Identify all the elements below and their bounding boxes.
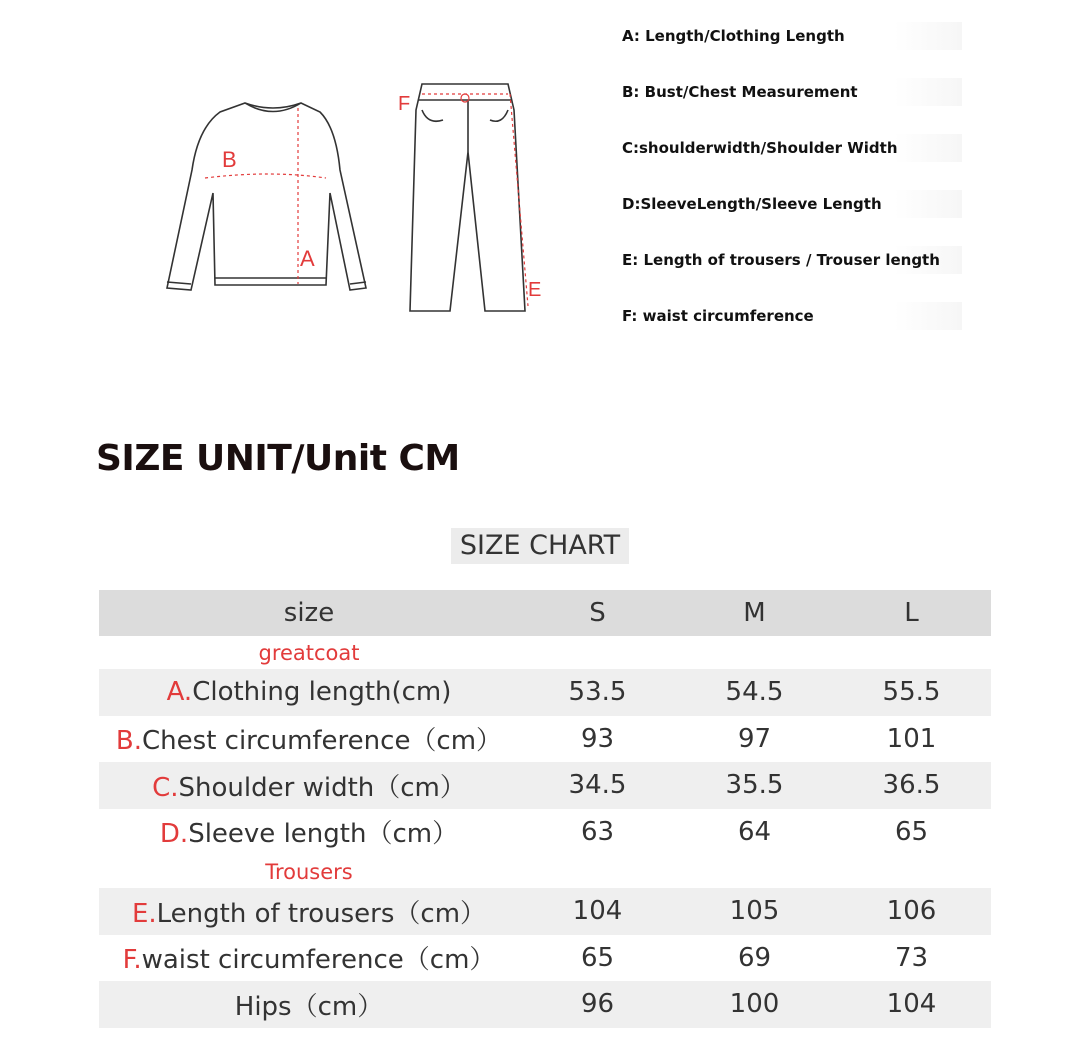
- table-header-row: [99, 590, 991, 636]
- row-label: [99, 986, 519, 1023]
- value-s: 63: [580, 816, 615, 847]
- value-m: 100: [729, 989, 780, 1020]
- size-chart-title: SIZE CHART: [451, 528, 629, 564]
- value-m: 97: [737, 723, 772, 754]
- value-l: 101: [886, 723, 937, 754]
- row-letter: F.: [122, 945, 142, 976]
- row-label: [99, 677, 519, 707]
- legend-item-b: B: Bust/Chest Measurement: [622, 78, 962, 106]
- row-label: [99, 939, 519, 976]
- table-row: [99, 809, 991, 856]
- row-label-text: Sleeve length（cm）: [188, 819, 459, 850]
- header-size-l: L: [904, 598, 919, 628]
- value-m: 69: [737, 942, 772, 973]
- row-label: [99, 813, 519, 850]
- header-size-s: S: [589, 598, 606, 628]
- row-label-text: Chest circumference（cm）: [142, 726, 503, 757]
- table-row: [99, 762, 991, 809]
- row-label-text: Shoulder width（cm）: [178, 772, 466, 803]
- value-s: 65: [580, 942, 615, 973]
- header-size-label: size: [283, 598, 335, 628]
- row-label-text: Length of trousers（cm）: [156, 898, 487, 929]
- section-row-trousers: [99, 855, 991, 888]
- value-s: 53.5: [568, 677, 627, 708]
- row-letter: E.: [131, 898, 157, 929]
- row-label-text: waist circumference（cm）: [141, 945, 496, 976]
- value-s: 96: [580, 989, 615, 1020]
- garment-diagram: [150, 70, 570, 330]
- waist-button-icon: [461, 94, 469, 102]
- trousers-icon: [410, 84, 525, 311]
- unit-title: SIZE UNIT/Unit CM: [96, 438, 460, 479]
- row-letter: D.: [159, 819, 189, 850]
- value-m: 105: [729, 896, 780, 927]
- row-label: [99, 893, 519, 930]
- legend-item-c: C:shoulderwidth/Shoulder Width: [622, 134, 962, 162]
- label-a: A: [300, 246, 315, 271]
- row-letter: C.: [152, 772, 179, 803]
- label-f: F: [398, 93, 411, 115]
- value-m: 54.5: [725, 677, 784, 708]
- label-b: B: [222, 147, 237, 172]
- row-label-text: Hips（cm）: [234, 991, 384, 1022]
- section-label: greatcoat: [258, 640, 360, 665]
- row-letter: A.: [166, 677, 193, 708]
- legend-item-e: E: Length of trousers / Trouser length: [622, 246, 962, 274]
- value-m: 64: [737, 816, 772, 847]
- legend-item-a: A: Length/Clothing Length: [622, 22, 962, 50]
- value-l: 73: [894, 942, 929, 973]
- measurement-legend: [622, 22, 962, 358]
- table-row: [99, 716, 991, 763]
- value-l: 106: [886, 896, 937, 927]
- value-s: 93: [580, 723, 615, 754]
- section-row-greatcoat: [99, 636, 991, 669]
- sweater-icon: [167, 103, 366, 290]
- legend-item-d: D:SleeveLength/Sleeve Length: [622, 190, 962, 218]
- garment-diagram-svg: [150, 70, 570, 330]
- table-row: [99, 981, 991, 1028]
- header-size-m: M: [743, 598, 766, 628]
- value-s: 104: [572, 896, 623, 927]
- value-m: 35.5: [725, 770, 784, 801]
- legend-item-f: F: waist circumference: [622, 302, 962, 330]
- table-row: [99, 669, 991, 716]
- value-l: 104: [886, 989, 937, 1020]
- label-e: E: [528, 279, 542, 301]
- row-label-text: Clothing length(cm): [192, 677, 452, 708]
- section-label: Trousers: [265, 859, 353, 884]
- value-l: 36.5: [882, 770, 941, 801]
- size-table: [99, 590, 991, 1028]
- value-l: 65: [894, 816, 929, 847]
- row-letter: B.: [115, 726, 143, 757]
- row-label: [99, 767, 519, 804]
- table-row: [99, 888, 991, 935]
- value-l: 55.5: [882, 677, 941, 708]
- table-row: [99, 935, 991, 982]
- value-s: 34.5: [568, 770, 627, 801]
- row-label: [99, 720, 519, 757]
